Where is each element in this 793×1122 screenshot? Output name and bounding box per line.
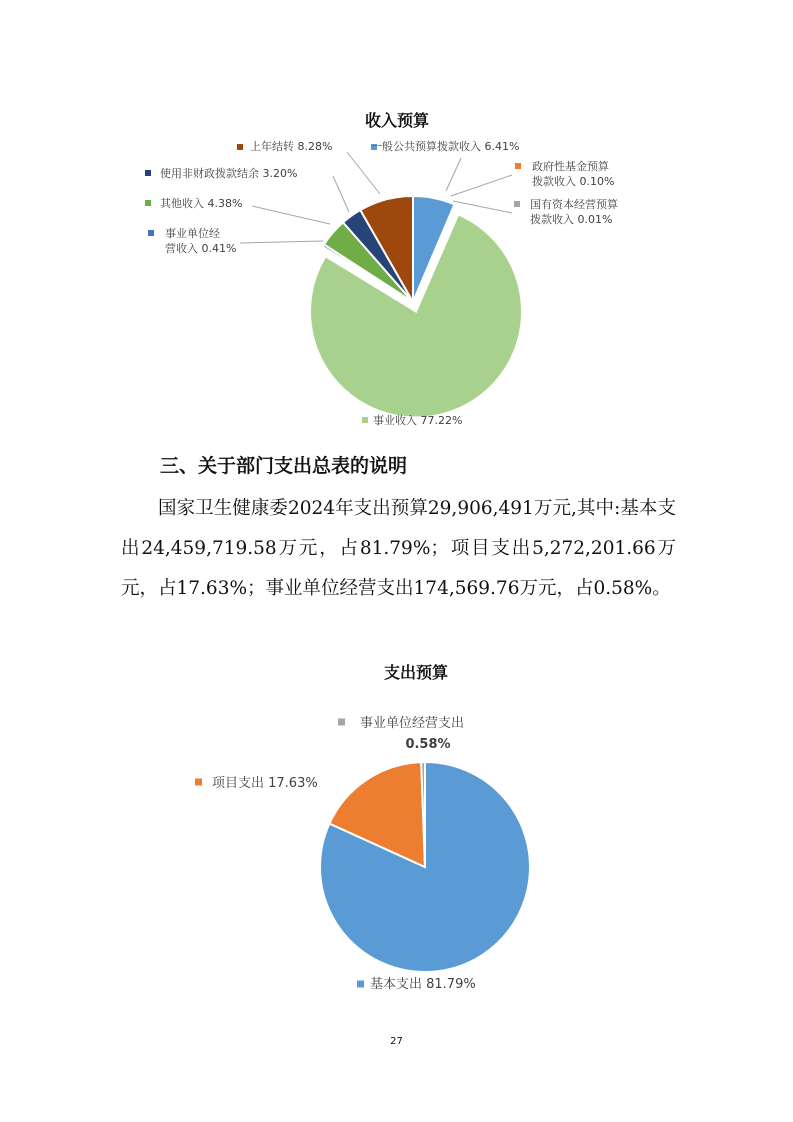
data-label-1-line-0: 政府性基金预算 xyxy=(532,160,609,173)
data-label-4-line-1: 营收入 0.41% xyxy=(165,242,237,255)
data-label-2-line-0: 国有资本经营预算 xyxy=(530,198,618,211)
data-label-6-line-0: 使用非财政拨款结余 3.20% xyxy=(160,167,298,180)
paragraph-text: 国家卫生健康委2024年支出预算29,906,491万元,其中:基本支出24,459,719.58万元，占81.79%；项目支出5,272,201.66万元，占17.63%；事业单位经营支出174,569.76万元，占0.58%。 xyxy=(121,498,676,599)
data-label-2-line-1: 拨款收入 0.01% xyxy=(530,213,613,226)
data-label-3-line-0: 事业收入 77.22% xyxy=(373,414,463,427)
section-heading: 三、关于部门支出总表的说明 xyxy=(160,455,408,477)
legend-marker-2 xyxy=(338,719,345,726)
expense-chart-title: 支出预算 xyxy=(383,663,448,682)
data-label-1-line-1: 拨款收入 0.10% xyxy=(532,175,615,188)
page-number: 27 xyxy=(390,1036,403,1047)
data-label-2-line-0: 事业单位经营支出 xyxy=(360,716,465,731)
data-label-1-line-0: 项目支出 17.63% xyxy=(212,776,318,791)
data-label-0-line-0: 一般公共预算拨款收入 6.41% xyxy=(371,140,520,153)
income-chart-title: 收入预算 xyxy=(364,111,429,130)
data-label-2-line-1: 0.58% xyxy=(405,737,451,752)
legend-marker-0 xyxy=(357,981,364,988)
legend-marker-1 xyxy=(195,779,202,786)
data-label-7-line-0: 上年结转 8.28% xyxy=(250,140,333,153)
data-label-0-line-0: 基本支出 81.79% xyxy=(370,977,476,992)
data-label-4-line-0: 事业单位经 xyxy=(165,227,220,240)
data-label-5-line-0: 其他收入 4.38% xyxy=(160,197,243,210)
